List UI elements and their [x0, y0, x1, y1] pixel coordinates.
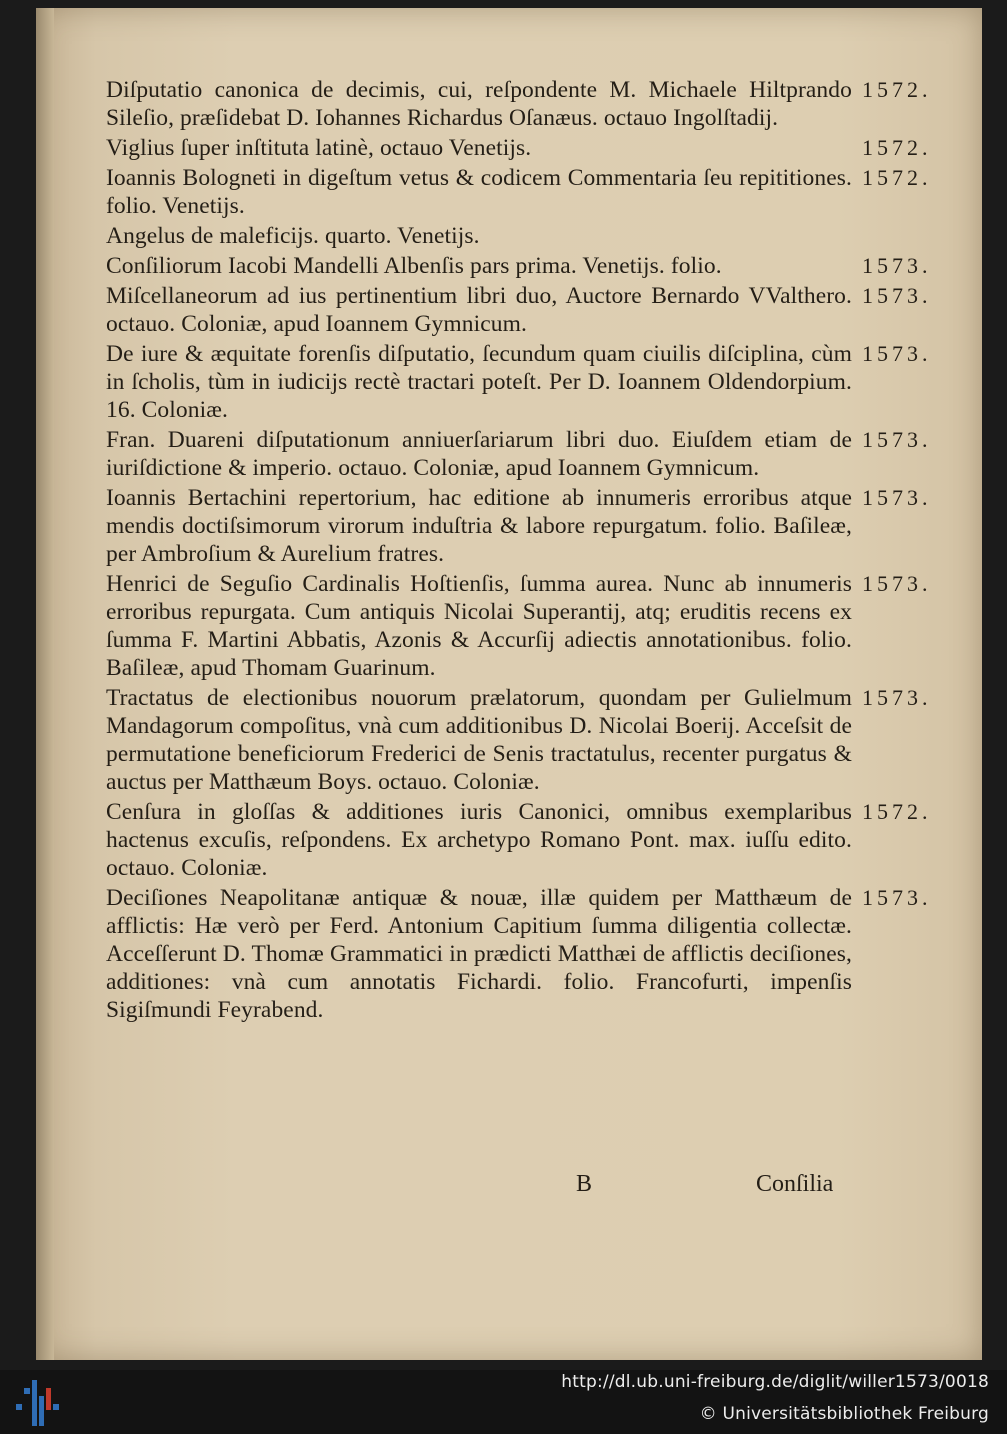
catalog-entry [106, 282, 946, 338]
entry-text: Diſputatio canonica de decimis, cui, reſpondente M. Michaele Hiltprando Sileſio, præſidebat D. Iohannes Richardus Oſanæus. octauo Ingolſtadij. [106, 77, 852, 131]
entry-year: 1573. [862, 571, 932, 596]
catalog-entry [106, 426, 946, 482]
page-gutter [36, 8, 54, 1360]
catalog-entry [106, 340, 946, 424]
entry-year: 1573. [862, 283, 932, 308]
entry-text: De iure & æquitate forenſis diſputatio, ſecundum quam ciuilis diſciplina, cùm in ſcholis, tùm in iudicijs rectè tractari poteſt. Per D. Ioannem Oldendorpium. 16. Coloniæ. [106, 341, 852, 423]
entry-year: 1573. [862, 685, 932, 710]
catalog-entry [106, 570, 946, 682]
entry-year: 1572. [862, 799, 932, 824]
entry-year: 1572. [862, 135, 932, 160]
catalog-entry [106, 684, 946, 796]
entry-text: Conſiliorum Iacobi Mandelli Albenſis pars prima. Venetijs. folio. [106, 253, 722, 279]
catalog-entry [106, 222, 946, 250]
entry-text: Miſcellaneorum ad ius pertinentium libri duo, Auctore Bernardo VValthero. octauo. Coloniæ, apud Ioannem Gymnicum. [106, 283, 852, 337]
entry-text: Cenſura in gloſſas & additiones iuris Canonici, omnibus exemplaribus hactenus excuſis, reſpondens. Ex archetypo Romano Pont. max. iuſſu edito. octauo. Coloniæ. [106, 799, 852, 881]
entry-text: Viglius ſuper inſtituta latinè, octauo Venetijs. [106, 135, 532, 161]
entry-year: 1572. [862, 165, 932, 190]
entry-year: 1572. [862, 77, 932, 102]
catchword: Conſilia [756, 1171, 834, 1197]
catalog-entry [106, 252, 946, 280]
entry-text: Henrici de Seguſio Cardinalis Hoſtienſis, ſumma aurea. Nunc ab innumeris erroribus repurgata. Cum antiquis Nicolai Superantij, atq; eruditis recens ex ſumma F. Martini Abbatis, Azonis & Accurſij adiectis annotationibus. folio. Baſileæ, apud Thomam Guarinum. [106, 571, 852, 681]
catalog-entry [106, 484, 946, 568]
permalink-url[interactable]: http://dl.ub.uni-freiburg.de/diglit/willer1573/0018 [561, 1372, 989, 1392]
catalog-entry [106, 884, 946, 1024]
entry-year: 1573. [862, 427, 932, 452]
entry-year: 1573. [862, 485, 932, 510]
copyright-notice: © Universitätsbibliothek Freiburg [699, 1404, 989, 1424]
entry-text: Fran. Duareni diſputationum anniuerſariarum libri duo. Eiuſdem etiam de iuriſdictione & imperio. octauo. Coloniæ, apud Ioannem Gymnicum. [106, 427, 852, 481]
ub-freiburg-logo-icon [12, 1378, 68, 1428]
catalog-entries [106, 76, 946, 1026]
entry-year: 1573. [862, 253, 932, 278]
catalog-entry [106, 76, 946, 132]
entry-year: 1573. [862, 341, 932, 366]
entry-text: Angelus de maleficijs. quarto. Venetijs. [106, 223, 480, 249]
book-page [36, 8, 982, 1360]
catalog-entry [106, 164, 946, 220]
entry-text: Tractatus de electionibus nouorum prælatorum, quondam per Gulielmum Mandagorum compoſitus, vnà cum additionibus D. Nicolai Boerij. Acceſsit de permutatione beneficiorum Frederici de Senis tractatulus, recenter purgatus & auctus per Matthæum Boys. octauo. Coloniæ. [106, 685, 852, 795]
entry-year: 1573. [862, 885, 932, 910]
catalog-entry [106, 134, 946, 162]
signature-mark: B [576, 1171, 593, 1197]
entry-text: Deciſiones Neapolitanæ antiquæ & nouæ, illæ quidem per Matthæum de afflictis: Hæ verò per Ferd. Antonium Capitium ſumma diligentia collectæ. Acceſſerunt D. Thomæ Grammatici in prædicti Matthæi de afflictis deciſiones, additiones: vnà cum annotatis Fichardi. folio. Francofurti, impenſis Sigiſmundi Feyrabend. [106, 885, 852, 1023]
catalog-entry [106, 798, 946, 882]
entry-text: Ioannis Bertachini repertorium, hac editione ab innumeris erroribus atque mendis doctiſsimorum virorum induſtria & labore repurgatum. folio. Baſileæ, per Ambroſium & Aurelium fratres. [106, 485, 852, 567]
entry-text: Ioannis Bologneti in digeſtum vetus & codicem Commentaria ſeu repititiones. folio. Venetijs. [106, 165, 852, 219]
